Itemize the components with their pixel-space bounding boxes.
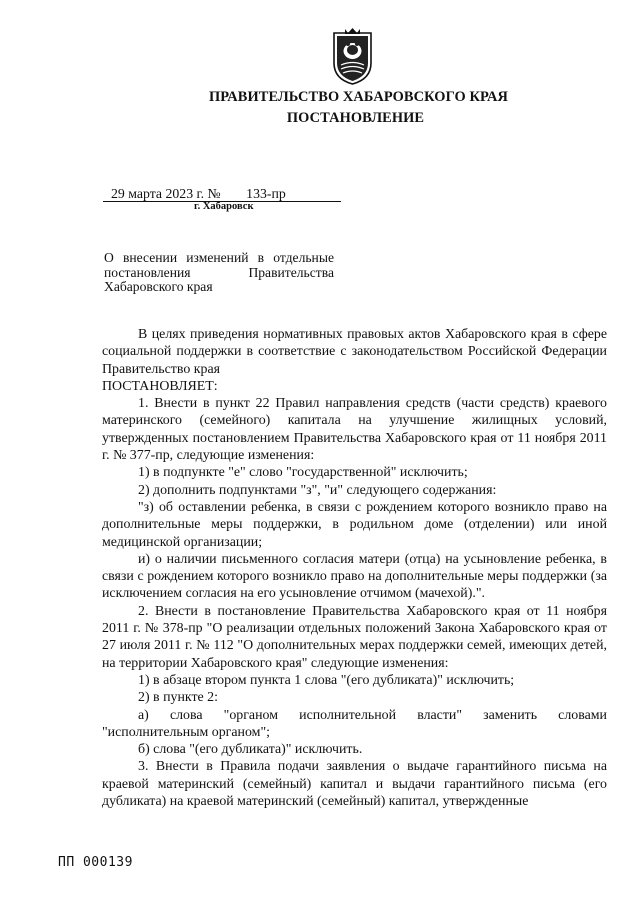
- paragraph-subitem: и) о наличии письменного согласия матери (отца) на усыновление ребенка, в связи с рождением которого возникло право на дополнительные меры поддержки (за исключением согласия на его усыновление отчимом (мачехой).".: [102, 551, 607, 602]
- paragraph-item-2: 2. Внести в постановление Правительства Хабаровского края от 11 ноября 2011 г. № 378-пр "О реализации отдельных положений Закона Хабаровского края от 27 июля 2011 г. № 112 "О дополнительных мерах поддержки семей, имеющих детей, на территории Хабаровского края" следующие изменения:: [102, 603, 607, 671]
- subject-line: Хабаровского края: [104, 279, 213, 294]
- date-number-line: [111, 186, 286, 202]
- document-type-title: ПОСТАНОВЛЕНИЕ: [286, 110, 425, 126]
- paragraph-subitem: б) слова "(его дубликата)" исключить.: [138, 742, 363, 758]
- government-title: ПРАВИТЕЛЬСТВО ХАБАРОВСКОГО КРАЯ: [208, 89, 509, 105]
- number-sign: №: [207, 186, 221, 201]
- coat-of-arms-emblem: [331, 27, 374, 85]
- document-date: 29 марта 2023 г.: [111, 186, 205, 201]
- paragraph-subitem: 2) в пункте 2:: [138, 690, 218, 706]
- document-subject: [104, 251, 334, 295]
- paragraph-preamble: В целях приведения нормативных правовых актов Хабаровского края в сфере социальной поддержки в соответствие с законодательством Российской Федерации Правительство края: [102, 327, 607, 377]
- paragraph-resolves: ПОСТАНОВЛЯЕТ:: [102, 378, 218, 394]
- paragraph-subitem: 1) в абзаце втором пункта 1 слова "(его дубликата)" исключить;: [138, 672, 515, 688]
- paragraph-item-1: 1. Внести в пункт 22 Правил направления средств (части средств) краевого материнского (семейного) капитала на улучшение жилищных условий, утвержденных постановлением Правительства Хабаровского края от 11 ноября 2011 г. № 377-пр, следующие изменения:: [102, 396, 607, 464]
- form-code: ПП 000139: [58, 855, 133, 870]
- paragraph-subitem: а) слова "органом исполнительной власти" заменить словами "исполнительным органом";: [102, 707, 607, 740]
- subject-line: постановления Правительства: [104, 264, 334, 280]
- paragraph-item-3: 3. Внести в Правила подачи заявления о выдаче гарантийного письма на краевой материнский (семейный) капитал и выдачи гарантийного письма (его дубликата) на краевой материнский (семейный) капитал, утвержденные: [102, 759, 607, 810]
- city-label: г. Хабаровск: [194, 201, 254, 212]
- document-number: 133-пр: [246, 186, 286, 201]
- paragraph-subitem: "з) об оставлении ребенка, в связи с рождением которого возникло право на дополнительные меры поддержки, в родильном доме (отделении) или иной медицинской организации;: [102, 499, 607, 550]
- document-body: [102, 326, 607, 810]
- subject-line: О внесении изменений в отдельные: [104, 250, 334, 265]
- paragraph-subitem: 1) в подпункте "е" слово "государственной" исключить;: [138, 465, 468, 481]
- paragraph-subitem: 2) дополнить подпунктами "з", "и" следующего содержания:: [138, 482, 497, 498]
